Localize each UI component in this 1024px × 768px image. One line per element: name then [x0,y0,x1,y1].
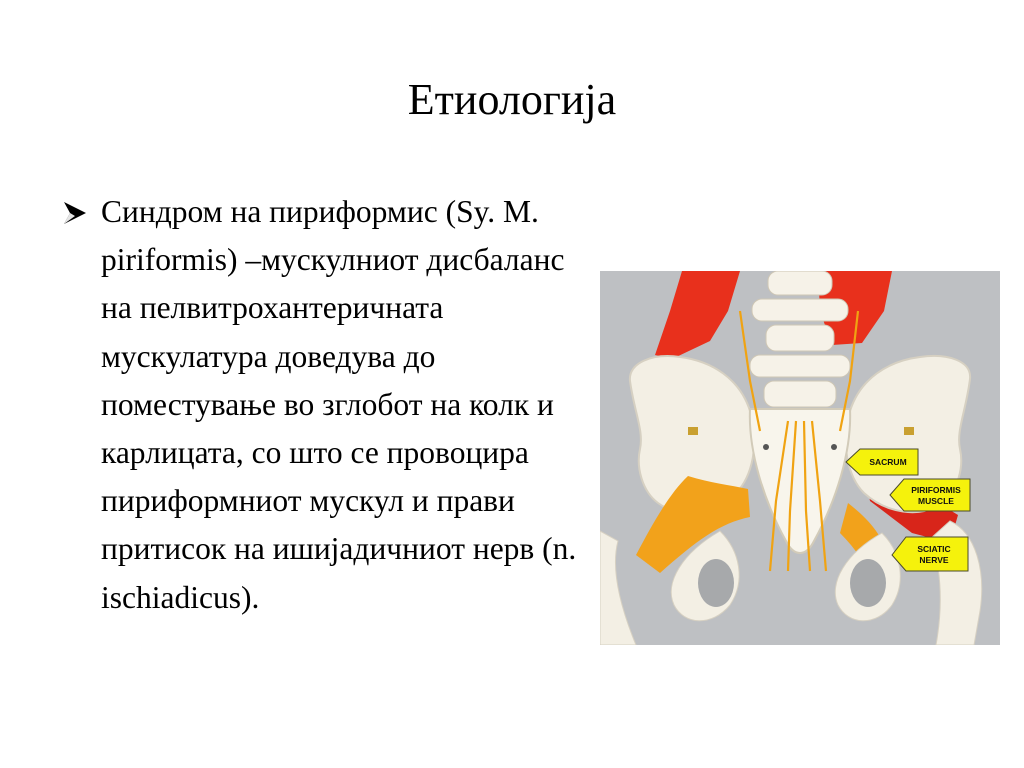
bullet-text: Синдром на пириформис (Sy. M. piriformis) –мускулниот дисбаланс на пелвитрохантеричната мускулатура доведува до поместување во зглобот на колк и карлицата, со што се провоцира пириформниот мускул и прави притисок на ишијадичниот нерв (n. ischiadicus). [101,194,577,615]
arrow-bullet-icon [62,200,88,226]
piriformis-callout [890,479,970,511]
piriformis-label-line2: MUSCLE [918,496,954,506]
sacrum-label: SACRUM [869,457,907,467]
pelvis-photo [600,271,1000,645]
piriformis-label-line1: PIRIFORMIS [911,485,961,495]
slide-title: Етиологија [407,75,617,124]
pelvis-illustration [600,271,1000,645]
sacrum-callout [846,449,918,475]
sciatic-label-line1: SCIATIC [917,544,951,554]
sciatic-label-line2: NERVE [919,555,949,565]
sciatic-callout [892,537,968,571]
bullet-item [62,188,602,622]
